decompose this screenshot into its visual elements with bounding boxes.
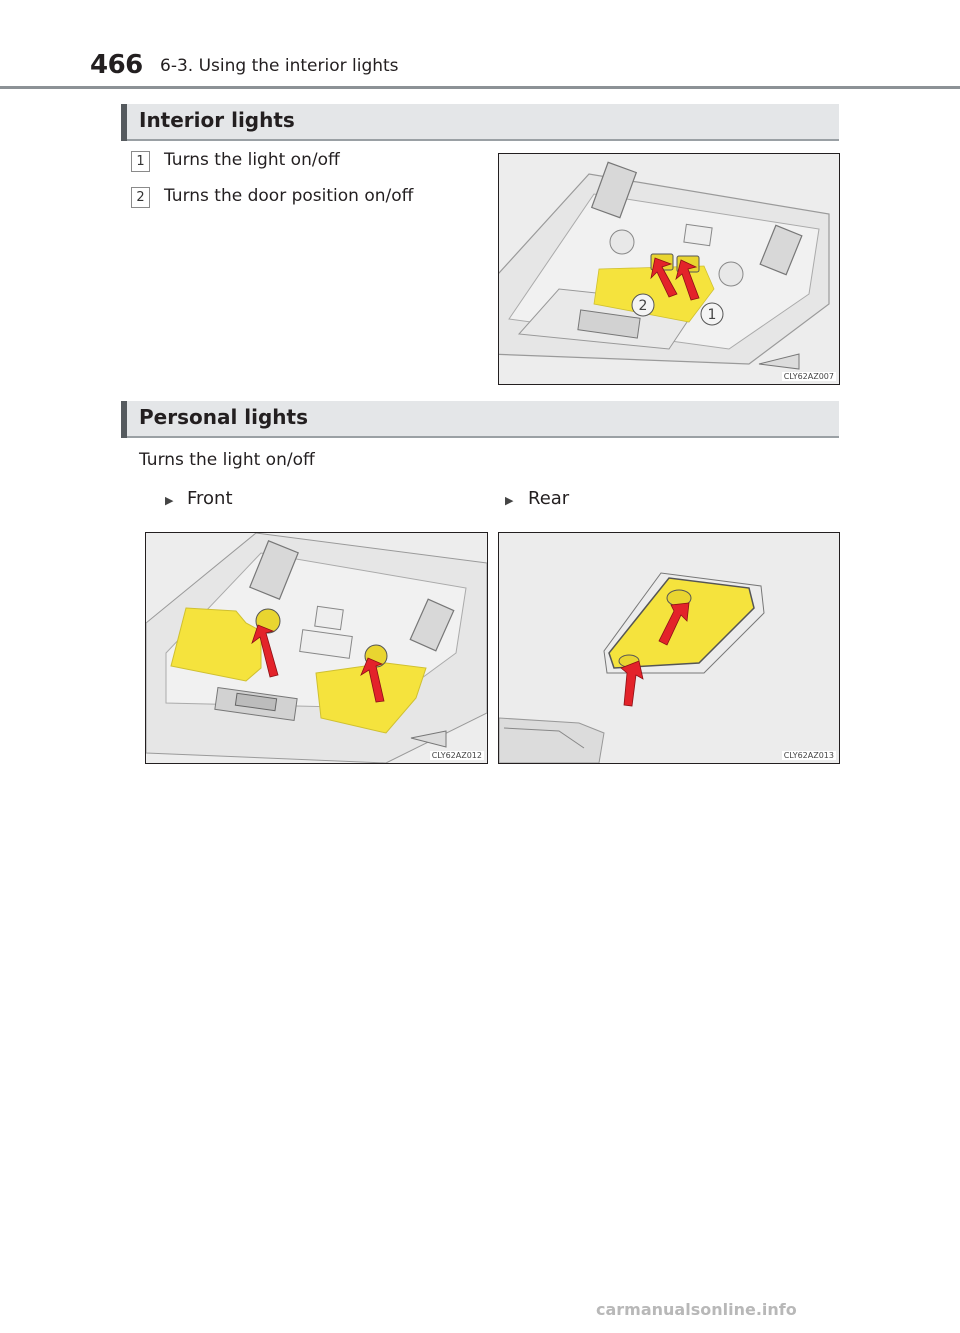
rear-personal-lights-illustration <box>499 533 839 763</box>
section-title: Interior lights <box>139 108 295 132</box>
figure-code: CLY62AZ007 <box>783 372 834 381</box>
section-title: Personal lights <box>139 405 309 429</box>
interior-lights-illustration <box>499 154 839 384</box>
section-bar-interior-lights <box>121 104 839 141</box>
figure-rear-personal-lights <box>498 532 840 764</box>
figure-code: CLY62AZ013 <box>783 751 834 760</box>
item-text-door-position: Turns the door position on/off <box>164 186 414 206</box>
triangle-right-icon: ▶ <box>505 494 514 507</box>
section-accent <box>121 401 127 438</box>
sublabel-rear: Rear <box>528 488 570 509</box>
personal-intro-text: Turns the light on/off <box>139 450 315 470</box>
header-rule <box>0 86 960 89</box>
item-text-light-toggle: Turns the light on/off <box>164 150 340 170</box>
item-number-box: 2 <box>131 187 150 208</box>
triangle-right-icon: ▶ <box>165 494 174 507</box>
figure-interior-lights <box>498 153 840 385</box>
callout-2: 2 <box>638 298 648 314</box>
figure-front-personal-lights <box>145 532 488 764</box>
page-number: 466 <box>90 50 143 80</box>
section-accent <box>121 104 127 141</box>
figure-code: CLY62AZ012 <box>431 751 482 760</box>
item-number-box: 1 <box>131 151 150 172</box>
callout-1: 1 <box>707 307 717 323</box>
sublabel-front: Front <box>187 488 233 509</box>
front-personal-lights-illustration <box>146 533 487 763</box>
section-bar-personal-lights <box>121 401 839 438</box>
watermark: carmanualsonline.info <box>596 1300 797 1319</box>
section-reference: 6-3. Using the interior lights <box>160 56 399 76</box>
